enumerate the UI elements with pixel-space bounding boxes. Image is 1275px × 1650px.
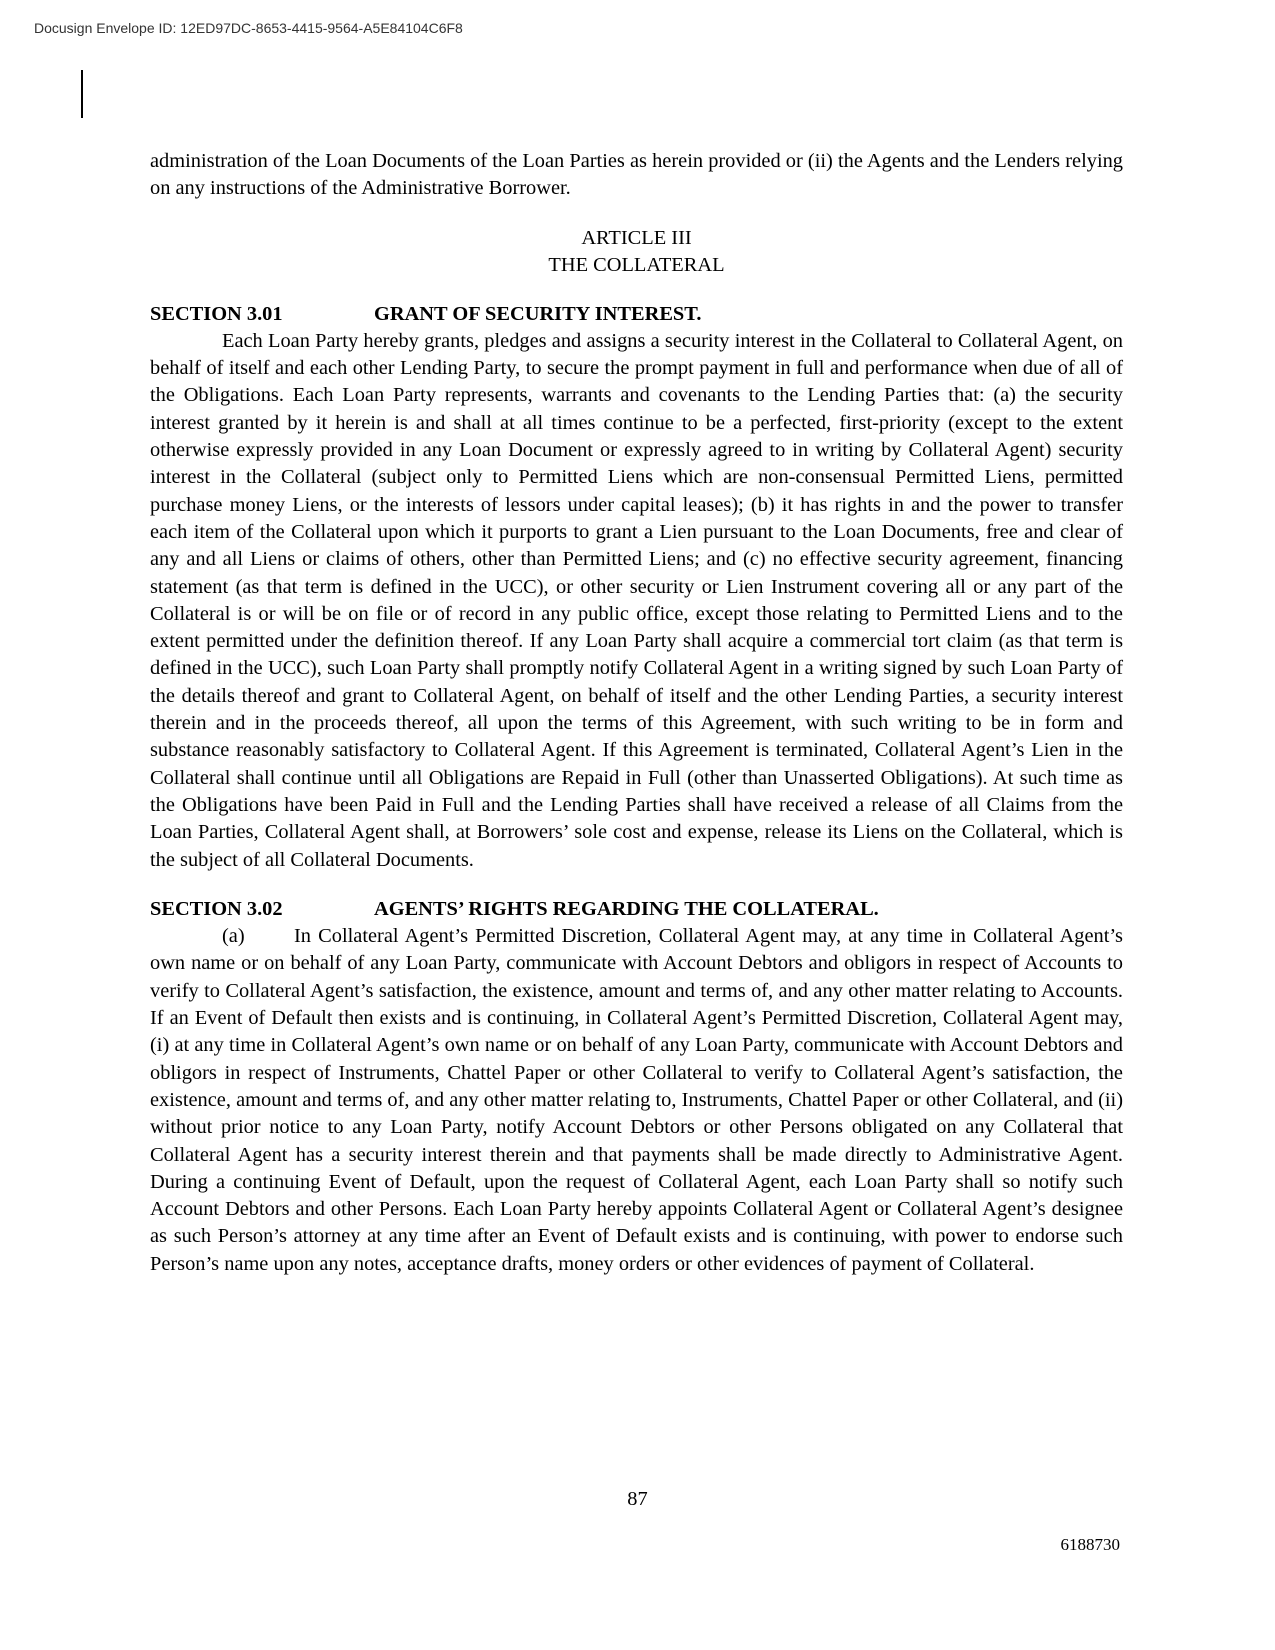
article-number: ARTICLE III — [581, 226, 692, 249]
section-3-01-heading — [150, 301, 1123, 328]
section-3-01-title: GRANT OF SECURITY INTEREST. — [374, 302, 702, 325]
section-3-02-number: SECTION 3.02 — [150, 897, 283, 920]
continuation-paragraph: administration of the Loan Documents of the Loan Parties as herein provided or (ii) the Agents and the Lenders relying on any instructions of the Administrative Borrower. — [150, 150, 1123, 200]
article-title: THE COLLATERAL — [548, 253, 725, 276]
section-3-02-paragraph-a — [150, 923, 1123, 1278]
document-id: 6188730 — [1060, 1535, 1120, 1554]
section-3-02-heading — [150, 896, 1123, 923]
section-3-01-number: SECTION 3.01 — [150, 302, 283, 325]
subsection-label: (a) — [222, 925, 245, 948]
page-number: 87 — [627, 1488, 648, 1510]
section-3-01-body: Each Loan Party hereby grants, pledges and assigns a security interest in the Collateral to Collateral Agent, on behalf of itself and each other Lending Party, to secure the prompt payment in full and performance when due of all of the Obligations. Each Loan Party represents, warrants and covenants to the Lending Parties that: (a) the security interest granted by it herein is and shall at all times continue to be a perfected, first-priority (except to the extent otherwise expressly provided in any Loan Document or expressly agreed to in writing by Collateral Agent) security interest in the Collateral (subject only to Permitted Liens which are non-consensual Permitted Liens, permitted purchase money Liens, or the interests of lessors under capital leases); (b) it has rights in and the power to transfer each item of the Collateral upon which it purports to grant a Lien pursuant to the Loan Documents, free and clear of any and all Liens or claims of others, other than Permitted Liens; and (c) no effective security agreement, financing statement (as that term is defined in the UCC), or other security or Lien Instrument covering all or any part of the Collateral is or will be on file or of record in any public office, except those relating to Permitted Liens and to the extent permitted under the definition thereof. If any Loan Party shall acquire a commercial tort claim (as that term is defined in the UCC), such Loan Party shall promptly notify Collateral Agent in a writing signed by such Loan Party of the details thereof and grant to Collateral Agent, on behalf of itself and the other Lending Parties, a security interest therein and in the proceeds thereof, all upon the terms of this Agreement, with such writing to be in form and substance reasonably satisfactory to Collateral Agent. If this Agreement is terminated, Collateral Agent’s Lien in the Collateral shall continue until all Obligations are Repaid in Full (other than Unasserted Obligations). At such time as the Obligations have been Paid in Full and the Lending Parties shall have received a release of all Claims from the Loan Parties, Collateral Agent shall, at Borrowers’ sole cost and expense, release its Liens on the Collateral, which is the subject of all Collateral Documents. — [150, 329, 1123, 871]
article-heading — [150, 225, 1123, 279]
document-body — [150, 148, 1123, 1278]
section-3-02-body: In Collateral Agent’s Permitted Discretion, Collateral Agent may, at any time in Collateral Agent’s own name or on behalf of any Loan Party, communicate with Account Debtors and obligors in respect of Accounts to verify to Collateral Agent’s satisfaction, the existence, amount and terms of, and any other matter relating to Accounts. If an Event of Default then exists and is continuing, in Collateral Agent’s Permitted Discretion, Collateral Agent may, (i) at any time in Collateral Agent’s own name or on behalf of any Loan Party, communicate with Account Debtors and obligors in respect of Instruments, Chattel Paper or other Collateral to verify to Collateral Agent’s satisfaction, the existence, amount and terms of, and any other matter relating to, Instruments, Chattel Paper or other Collateral, and (ii) without prior notice to any Loan Party, notify Account Debtors or other Persons obligated on any Collateral that Collateral Agent has a security interest therein and that payments shall be made directly to Administrative Agent. During a continuing Event of Default, upon the request of Collateral Agent, each Loan Party shall so notify such Account Debtors and other Persons. Each Loan Party hereby appoints Collateral Agent or Collateral Agent’s designee as such Person’s attorney at any time after an Event of Default exists and is continuing, with power to endorse such Person’s name upon any notes, acceptance drafts, money orders or other evidences of payment of Collateral. — [150, 925, 1123, 1275]
envelope-id: Docusign Envelope ID: 12ED97DC-8653-4415-9564-A5E84104C6F8 — [34, 20, 463, 36]
section-3-02-title: AGENTS’ RIGHTS REGARDING THE COLLATERAL. — [374, 897, 879, 920]
revision-bar — [81, 70, 83, 118]
